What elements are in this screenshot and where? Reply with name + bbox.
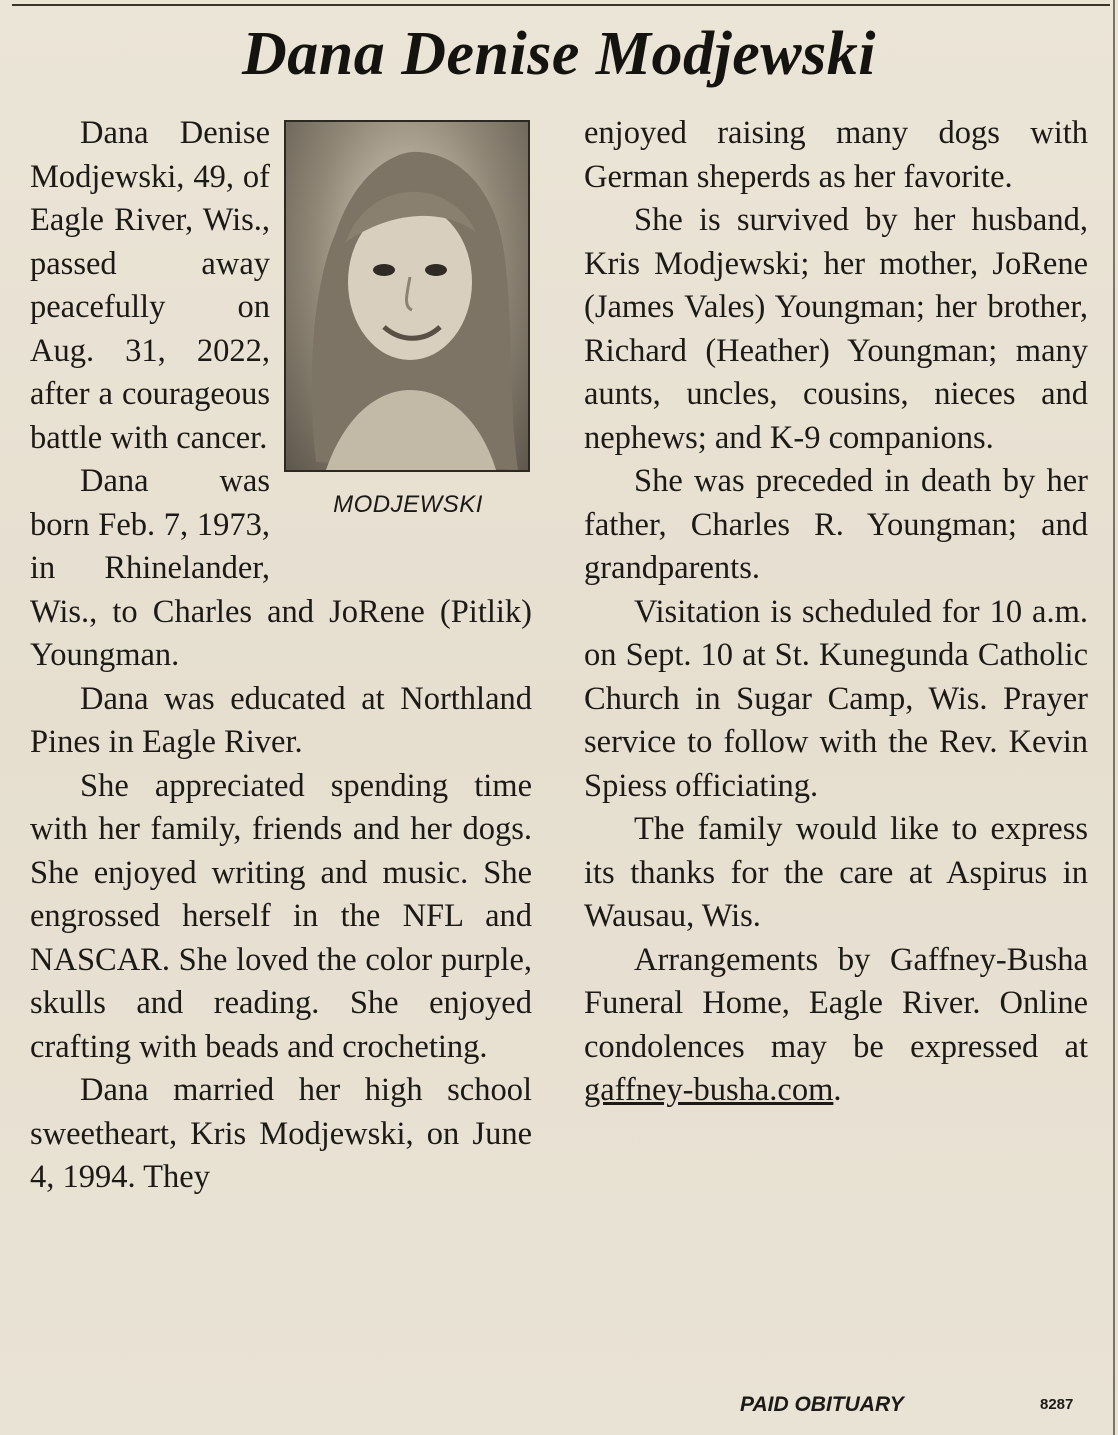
obituary-title: Dana Denise Modjewski [242,20,876,88]
paragraph-education: Dana was educated at Northland Pines in Eagle River. [30,680,532,760]
arrangements-text: Arrangements by Gaffney-Busha Funeral Home, Eagle River. Online condolences may be expressed at [584,941,1088,1065]
top-rule [12,4,1110,6]
paragraph-arrangements [584,939,1088,1113]
ad-code: 8287 [1040,1396,1074,1413]
paragraph-survivors: She is survived by her husband, Kris Modjewski; her mother, JoRene (James Vales) Youngman; her brother, Richard (Heather) Youngman; many aunts, uncles, cousins, nieces and nephews; and K-9 companions. [584,202,1088,456]
paragraph-visitation: Visitation is scheduled for 10 a.m. on Sept. 10 at St. Kunegunda Catholic Church in Sugar Camp, Wis. Prayer service to follow with the Rev. Kevin Spiess officiating. [584,593,1088,804]
paragraph-preceded: She was preceded in death by her father, Charles R. Youngman; and grandparents. [584,463,1088,586]
photo-caption: MODJEWSKI [333,491,483,518]
paid-obituary-label: PAID OBITUARY [740,1393,904,1416]
funeral-home-link[interactable]: gaffney-busha.com [584,1072,834,1108]
paragraph-death-notice: Dana Denise Modjewski, 49, of Eagle River, Wis., passed away peacefully on Aug. 31, 2022, after a courageous battle with cancer. [30,115,270,456]
arrangements-end: . [833,1072,842,1108]
photo-block [284,120,532,552]
paragraph-interests: She appreciated spending time with her family, friends and her dogs. She enjoyed writing and music. She engrossed herself in the NFL and NASCAR. She loved the color purple, skulls and reading. She enjoyed crafting with beads and crocheting. [30,767,532,1065]
paragraph-dogs-continued: enjoyed raising many dogs with German sheperds as her favorite. [584,115,1088,195]
paragraph-thanks: The family would like to express its thanks for the care at Aspirus in Wausau, Wis. [584,811,1088,934]
portrait-photo [284,120,530,472]
paragraph-birth: Dana was born Feb. 7, 1973, in Rhinelander, Wis., to Charles and JoRene (Pitlik) Youngman. [30,463,532,673]
left-column [30,112,532,1200]
right-edge-rule [1113,0,1115,1435]
portrait-icon [286,122,528,470]
right-column [584,112,1088,1113]
paragraph-marriage: Dana married her high school sweetheart, Kris Modjewski, on June 4, 1994. They [30,1072,532,1195]
